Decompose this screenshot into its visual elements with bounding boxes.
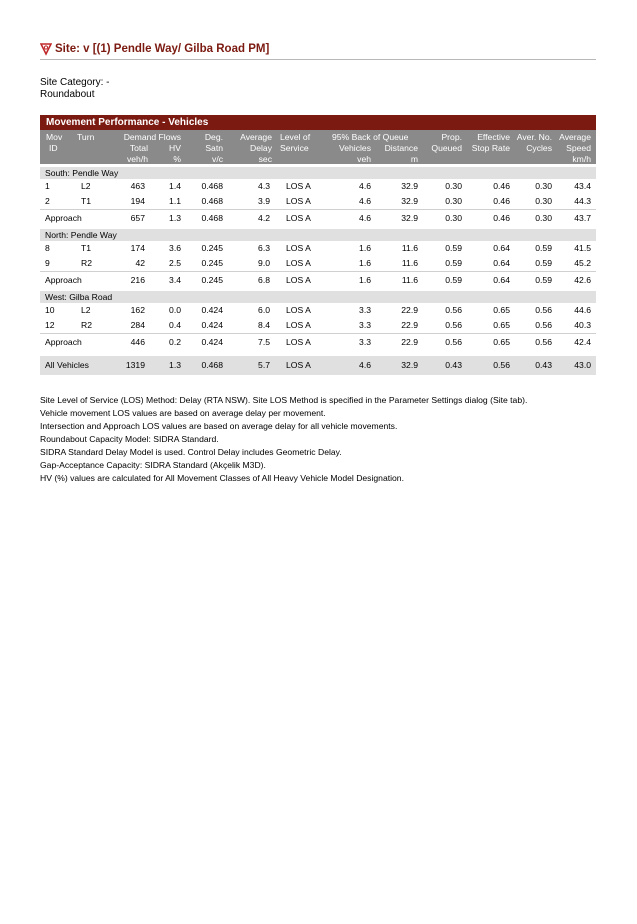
note-line: Intersection and Approach LOS values are based on average delay for all vehicle movements. — [40, 421, 398, 431]
note-line: Roundabout Capacity Model: SIDRA Standard. — [40, 434, 219, 444]
table-cell: 40.3 — [574, 320, 591, 330]
col-average-delay: Average Delay sec — [240, 132, 272, 164]
table-title: Movement Performance - Vehicles — [40, 115, 596, 130]
table-cell: 4.6 — [359, 213, 371, 223]
table-cell: 2.5 — [169, 258, 181, 268]
table-cell: 0.46 — [493, 181, 510, 191]
table-cell: 0.64 — [493, 243, 510, 253]
table-cell: 4.6 — [359, 360, 371, 370]
notes — [40, 394, 610, 485]
table-row — [40, 241, 596, 256]
table-cell: 0.424 — [201, 337, 223, 347]
table-cell: 0.245 — [201, 258, 223, 268]
table-cell: Approach — [45, 213, 82, 223]
table-cell: LOS A — [286, 360, 311, 370]
col-aver-no-cycles: Aver. No. Cycles — [516, 132, 552, 153]
table-cell: 41.5 — [574, 243, 591, 253]
table-cell: 22.9 — [401, 320, 418, 330]
table-cell: All Vehicles — [45, 360, 89, 370]
table-cell: 0.46 — [493, 213, 510, 223]
table-cell: LOS A — [286, 275, 311, 285]
table-cell: 0.424 — [201, 305, 223, 315]
approach-row — [40, 333, 596, 350]
table-cell: 10 — [45, 305, 55, 315]
table-cell: 11.6 — [401, 258, 418, 268]
table-cell: LOS A — [286, 258, 311, 268]
table-cell: 0.424 — [201, 320, 223, 330]
table-cell: 0.65 — [493, 320, 510, 330]
table-cell: T1 — [81, 196, 92, 206]
table-cell: 1 — [45, 181, 50, 191]
section-header: South: Pendle Way — [40, 167, 596, 179]
table-cell: R2 — [81, 320, 92, 330]
col-demand-total: Demand Flows Total veh/h — [123, 132, 181, 164]
table-cell: 2 — [45, 196, 50, 206]
table-cell: 0.56 — [535, 305, 552, 315]
table-cell: 0.43 — [445, 360, 462, 370]
table-cell: 284 — [130, 320, 145, 330]
table-cell: 6.8 — [258, 275, 270, 285]
table-cell: 0.4 — [169, 320, 181, 330]
table-cell: 22.9 — [401, 305, 418, 315]
col-mov-id: Mov ID — [46, 132, 63, 153]
table-cell: 8.4 — [258, 320, 270, 330]
table-cell: 1.6 — [359, 258, 371, 268]
table-cell: 1.3 — [169, 360, 181, 370]
table-cell: 0.2 — [169, 337, 181, 347]
table-cell: 0.64 — [493, 258, 510, 268]
table-cell: 0.468 — [201, 196, 223, 206]
approach-row — [40, 271, 596, 288]
table-cell: 0.468 — [201, 360, 223, 370]
movement-performance-table — [40, 115, 596, 375]
table-cell: 43.4 — [574, 181, 591, 191]
section-header: North: Pendle Way — [40, 229, 596, 241]
table-cell: 0.59 — [445, 275, 462, 285]
table-cell: 194 — [130, 196, 145, 206]
table-cell: 3.9 — [258, 196, 270, 206]
table-cell: 1.3 — [169, 213, 181, 223]
table-cell: T1 — [81, 243, 92, 253]
table-cell: 43.7 — [574, 213, 591, 223]
table-cell: 9 — [45, 258, 50, 268]
table-cell: 44.3 — [574, 196, 591, 206]
table-cell: 0.56 — [445, 337, 462, 347]
all-vehicles-row — [40, 356, 596, 375]
table-cell: 32.9 — [401, 213, 418, 223]
table-cell: LOS A — [286, 320, 311, 330]
table-cell: 42 — [135, 258, 145, 268]
table-cell: 3.3 — [359, 305, 371, 315]
table-cell: 0.56 — [445, 305, 462, 315]
table-cell: 0.468 — [201, 181, 223, 191]
table-cell: 0.43 — [535, 360, 552, 370]
table-cell: LOS A — [286, 181, 311, 191]
note-line: HV (%) values are calculated for All Movement Classes of All Heavy Vehicle Model Designation. — [40, 473, 404, 483]
section-header: West: Gilba Road — [40, 291, 596, 303]
table-cell: 7.5 — [258, 337, 270, 347]
table-cell: 4.6 — [359, 196, 371, 206]
table-cell: 4.2 — [258, 213, 270, 223]
table-header — [40, 130, 596, 164]
table-cell: 0.59 — [535, 243, 552, 253]
col-level-of-service: Level of Service — [280, 132, 311, 153]
table-cell: R2 — [81, 258, 92, 268]
note-line: Gap-Acceptance Capacity: SIDRA Standard (Akçelik M3D). — [40, 460, 266, 470]
table-cell: Approach — [45, 275, 82, 285]
table-cell: L2 — [81, 181, 91, 191]
table-cell: 0.59 — [535, 258, 552, 268]
table-cell: 3.3 — [359, 320, 371, 330]
table-cell: 0.468 — [201, 213, 223, 223]
table-cell: 0.56 — [445, 320, 462, 330]
table-cell: 32.9 — [401, 181, 418, 191]
table-cell: 0.65 — [493, 305, 510, 315]
table-cell: 6.3 — [258, 243, 270, 253]
col-back-of-queue: 95% Back of Queue — [332, 132, 409, 142]
page-title: Site: v [(1) Pendle Way/ Gilba Road PM] — [55, 43, 270, 55]
table-cell: 32.9 — [401, 196, 418, 206]
table-cell: 22.9 — [401, 337, 418, 347]
table-cell: 11.6 — [401, 243, 418, 253]
table-cell: 0.30 — [445, 213, 462, 223]
col-effective-stop-rate: Effective Stop Rate — [471, 132, 510, 153]
table-row — [40, 194, 596, 209]
table-cell: 43.0 — [574, 360, 591, 370]
table-cell: 3.3 — [359, 337, 371, 347]
table-cell: 1.1 — [169, 196, 181, 206]
table-cell: 1319 — [125, 360, 145, 370]
col-turn: Turn — [77, 132, 95, 142]
col-queue-vehicles: Vehicles veh — [338, 143, 371, 164]
col-prop-queued: Prop. Queued — [431, 132, 462, 153]
table-cell: 0.30 — [445, 196, 462, 206]
table-cell: 0.65 — [493, 337, 510, 347]
table-cell: LOS A — [286, 337, 311, 347]
table-cell: 216 — [130, 275, 145, 285]
table-row — [40, 303, 596, 318]
table-cell: 162 — [130, 305, 145, 315]
col-hv: HV % — [169, 143, 181, 164]
table-row — [40, 256, 596, 271]
table-cell: 0.59 — [445, 258, 462, 268]
table-cell: L2 — [81, 305, 91, 315]
table-cell: 0.245 — [201, 275, 223, 285]
table-cell: Approach — [45, 337, 82, 347]
table-cell: 657 — [130, 213, 145, 223]
table-cell: 3.4 — [169, 275, 181, 285]
table-cell: LOS A — [286, 213, 311, 223]
table-cell: 0.64 — [493, 275, 510, 285]
table-cell: 446 — [130, 337, 145, 347]
table-cell: 0.56 — [493, 360, 510, 370]
note-line: SIDRA Standard Delay Model is used. Control Delay includes Geometric Delay. — [40, 447, 342, 457]
table-cell: 5.7 — [258, 360, 270, 370]
table-cell: 9.0 — [258, 258, 270, 268]
table-cell: 42.4 — [574, 337, 591, 347]
table-cell: 1.4 — [169, 181, 181, 191]
table-cell: LOS A — [286, 196, 311, 206]
table-cell: 4.6 — [359, 181, 371, 191]
table-cell: 0.59 — [535, 275, 552, 285]
table-cell: 0.30 — [535, 196, 552, 206]
table-cell: 3.6 — [169, 243, 181, 253]
table-cell: 174 — [130, 243, 145, 253]
table-row — [40, 318, 596, 333]
site-category-value: Roundabout — [40, 89, 95, 100]
table-cell: 0.30 — [535, 213, 552, 223]
note-line: Vehicle movement LOS values are based on average delay per movement. — [40, 408, 326, 418]
table-cell: 12 — [45, 320, 55, 330]
roundabout-site-icon — [40, 43, 52, 56]
table-cell: 1.6 — [359, 243, 371, 253]
site-category-label: Site Category: - — [40, 77, 110, 88]
approach-row — [40, 209, 596, 226]
note-line: Site Level of Service (LOS) Method: Delay (RTA NSW). Site LOS Method is specified in the Parameter Settings dialog (Site tab). — [40, 395, 528, 405]
site-header — [40, 43, 596, 60]
col-average-speed: Average Speed km/h — [559, 132, 591, 164]
table-cell: LOS A — [286, 243, 311, 253]
table-row — [40, 179, 596, 194]
table-cell: 1.6 — [359, 275, 371, 285]
table-cell: 45.2 — [574, 258, 591, 268]
col-deg-satn: Deg. Satn v/c — [204, 132, 223, 164]
table-cell: 6.0 — [258, 305, 270, 315]
table-cell: 0.0 — [169, 305, 181, 315]
table-cell: 44.6 — [574, 305, 591, 315]
table-cell: 32.9 — [401, 360, 418, 370]
site-category — [40, 77, 109, 101]
table-cell: 0.245 — [201, 243, 223, 253]
table-cell: 0.30 — [445, 181, 462, 191]
table-cell: 8 — [45, 243, 50, 253]
table-cell: 0.56 — [535, 337, 552, 347]
table-cell: 0.59 — [445, 243, 462, 253]
table-cell: 4.3 — [258, 181, 270, 191]
table-cell: 0.56 — [535, 320, 552, 330]
table-cell: 0.46 — [493, 196, 510, 206]
table-cell: 463 — [130, 181, 145, 191]
col-queue-distance: Distance m — [384, 143, 418, 164]
table-body — [40, 167, 596, 375]
table-cell: 11.6 — [401, 275, 418, 285]
table-cell: 42.6 — [574, 275, 591, 285]
table-cell: LOS A — [286, 305, 311, 315]
table-cell: 0.30 — [535, 181, 552, 191]
